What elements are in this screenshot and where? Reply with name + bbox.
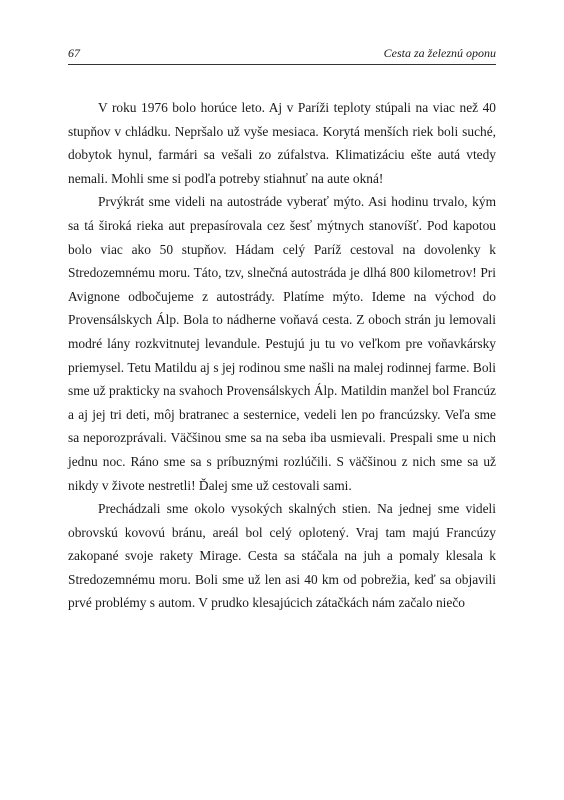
running-title: Cesta za železnú oponu bbox=[383, 46, 496, 60]
running-header bbox=[68, 44, 496, 65]
body-text bbox=[68, 96, 496, 615]
paragraph: Prvýkrát sme videli na autostráde vyberať mýto. Asi hodinu trvalo, kým sa tá široká rieka aut prepasírovala cez šesť mýtnych stanovíšť. Pod kapotou bolo viac ako 50 stupňov. Hádam celý Paríž cestoval na dovolenky k Stredozemnému moru. Táto, tzv, slnečná autostráda je dlhá 800 kilometrov! Pri Avignone odbočujeme z autostrády. Platíme mýto. Ideme na východ do Provensálskych Álp. Bola to nádherne voňavá cesta. Z oboch strán ju lemovali modré lány rozkvitnutej levandule. Pestujú ju tu vo veľkom pre voňavkársky priemysel. Tetu Matildu aj s jej rodinou sme našli na malej rodinnej farme. Boli sme už prakticky na svahoch Provensálskych Álp. Matildin manžel bol Francúz a aj jej tri deti, môj bratranec a sesternice, vedeli len po francúzsky. Veľa sme sa neporozprávali. Väčšinou sme sa na seba iba usmievali. Prespali sme u nich jednu noc. Ráno sme sa s príbuznými rozlúčili. S väčšinou z nich sme sa už nikdy v živote nestretli! Ďalej sme už cestovali sami. bbox=[68, 194, 496, 493]
page-number: 67 bbox=[68, 46, 80, 60]
paragraph: V roku 1976 bolo horúce leto. Aj v Paríži teploty stúpali na viac než 40 stupňov v chládku. Nepršalo už vyše mesiaca. Korytá menších riek boli suché, dobytok hynul, farmári sa vešali zo zúfalstva. Klimatizáciu ešte autá vtedy nemali. Mohli sme si podľa potreby stiahnuť na aute okná! bbox=[68, 100, 496, 186]
paragraph: Prechádzali sme okolo vysokých skalných stien. Na jednej sme videli obrovskú kovovú bránu, areál bol celý oplotený. Vraj tam majú Francúzy zakopané svoje rakety Mirage. Cesta sa stáčala na juh a pomaly klesala k Stredozemnému moru. Boli sme už len asi 40 km od pobrežia, keď sa objavili prvé problémy s autom. V prudko klesajúcich zátačkách nám začalo niečo bbox=[68, 501, 496, 611]
